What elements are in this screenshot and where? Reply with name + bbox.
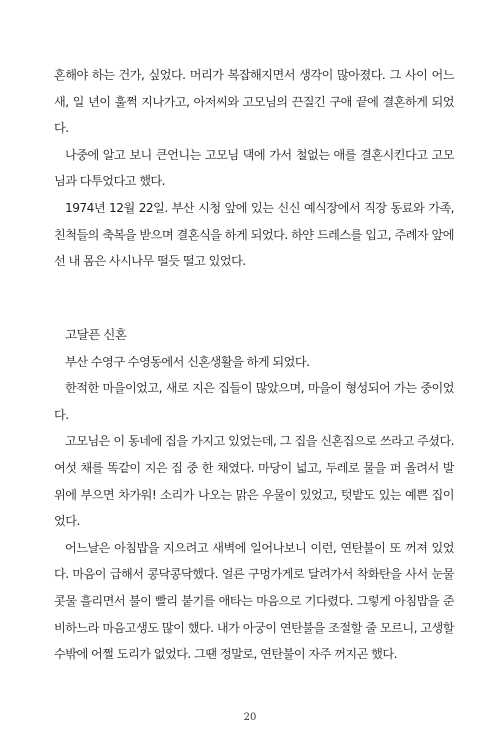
paragraph: 한적한 마을이었고, 새로 지은 집들이 많았으며, 마을이 형성되어 가는 중이었다. bbox=[54, 381, 454, 422]
paragraph: 부산 수영구 수영동에서 신혼생활을 하게 되었다. bbox=[65, 354, 310, 369]
section-heading: 고달픈 신혼 bbox=[65, 327, 127, 342]
paragraph: 1974년 12월 22일. 부산 시청 앞에 있는 신신 예식장에서 직장 동료와 가족, 친척들의 축복을 받으며 결혼식을 하게 되었다. 하얀 드레스를 입고, 주례자 앞에 선 내 몸은 사시나무 떨듯 떨고 있었다. bbox=[54, 200, 454, 269]
body-text-top bbox=[54, 62, 454, 275]
paragraph: 고모님은 이 동네에 집을 가지고 있었는데, 그 집을 신혼집으로 쓰라고 주셨다. 여섯 채를 똑같이 지은 집 중 한 채였다. 마당이 넓고, 두레로 물을 퍼 올려서 발 위에 부으면 차가워! 소리가 나오는 맑은 우물이 있었고, 텃밭도 있는 예쁜 집이었다. bbox=[54, 434, 454, 529]
page-number: 20 bbox=[243, 712, 257, 723]
paragraph: 나중에 알고 보니 큰언니는 고모님 댁에 가서 철없는 애를 결혼시킨다고 고모님과 다투었다고 했다. bbox=[54, 147, 454, 189]
paragraph: 혼해야 하는 건가, 싶었다. 머리가 복잡해지면서 생각이 많아졌다. 그 사이 어느새, 일 년이 훌쩍 지나가고, 아저씨와 고모님의 끈질긴 구애 끝에 결혼하게 되었다. bbox=[54, 68, 454, 136]
section bbox=[54, 322, 454, 668]
paragraph: 어느날은 아침밥을 지으려고 새벽에 일어나보니 이런, 연탄불이 또 꺼져 있었다. 마음이 급해서 콩닥콩닥했다. 얼른 구멍가게로 달려가서 착화탄을 사서 눈물 콧물 흘리면서 불이 빨리 붙기를 애타는 마음으로 기다렸다. 그렇게 아침밥을 준비하느라 마음고생도 많이 했다. 내가 아궁이 연탄불을 조절할 줄 모르니, 고생할 수밖에 어쩔 도리가 없었다. 그땐 정말로, 연탄불이 자주 꺼지곤 했다. bbox=[54, 540, 454, 662]
